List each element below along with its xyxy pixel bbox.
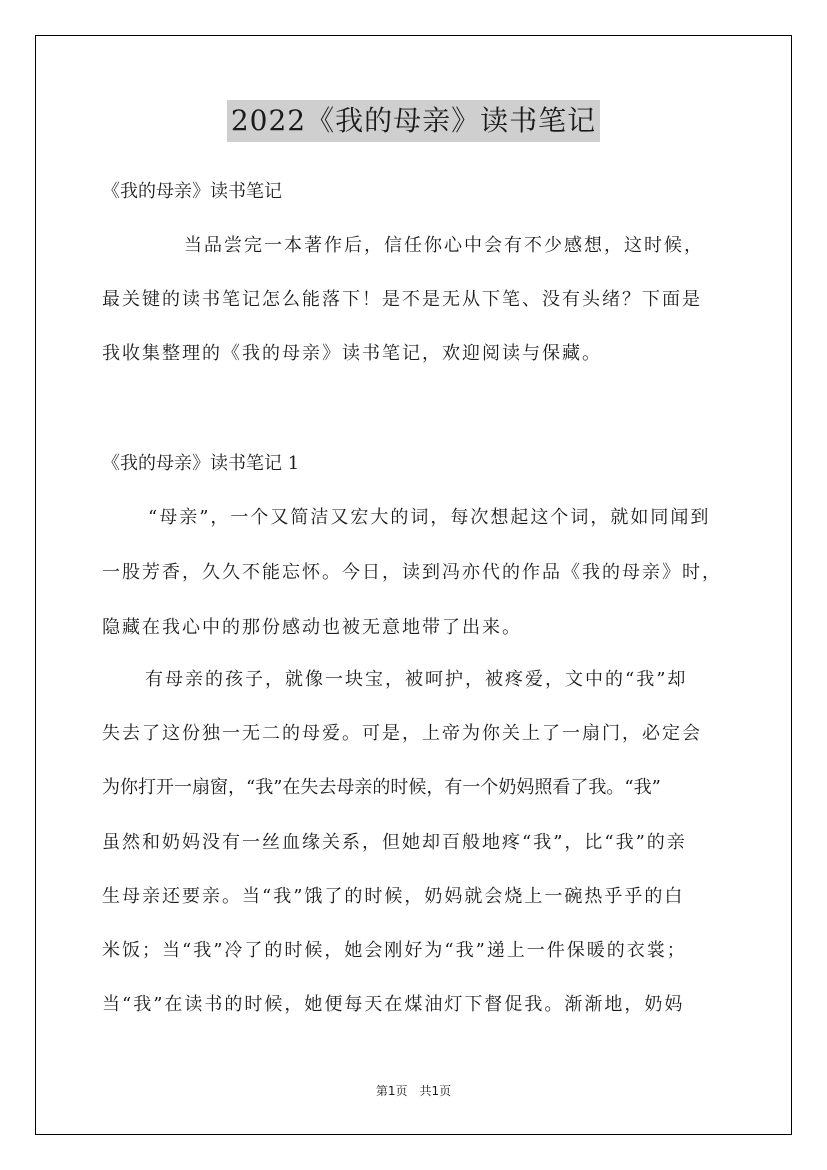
section1-line-9: 米饭；当“我”冷了的时候，她会刚好为“我”递上一件保暖的衣裳； — [102, 940, 687, 961]
document-title — [0, 100, 827, 146]
section1-line-8: 生母亲还要亲。当“我”饿了的时候，奶妈就会烧上一碗热乎乎的白 — [102, 886, 685, 907]
page-footer — [0, 1082, 827, 1099]
section1-line-2: 一股芳香，久久不能忘怀。今日，读到冯亦代的作品《我的母亲》时， — [102, 562, 722, 583]
section1-line-7: 虽然和奶妈没有一丝血缘关系，但她却百般地疼“我”，比“我”的亲 — [102, 832, 687, 853]
section1-line-6: 为你打开一扇窗，“我”在失去母亲的时候，有一个奶妈照看了我。“我” — [102, 777, 661, 798]
section1-line-3: 隐藏在我心中的那份感动也被无意地带了出来。 — [102, 617, 522, 638]
intro-line-2: 最关键的读书笔记怎么能落下！是不是无从下笔、没有头绪？下面是 — [102, 289, 702, 310]
page-total: 共1页 — [419, 1084, 452, 1098]
page-current: 第1页 — [375, 1084, 408, 1098]
section1-line-4: 有母亲的孩子，就像一块宝，被呵护，被疼爱，文中的“我”却 — [145, 669, 688, 690]
intro-line-3: 我收集整理的《我的母亲》读书笔记，欢迎阅读与保藏。 — [102, 343, 602, 364]
section1-heading: 《我的母亲》读书笔记 1 — [102, 453, 300, 474]
section1-line-5: 失去了这份独一无二的母爱。可是，上帝为你关上了一扇门，必定会 — [102, 723, 702, 744]
intro-line-1: 当品尝完一本著作后，信任你心中会有不少感想，这时候， — [184, 235, 704, 256]
section1-line-1: “母亲”，一个又简洁又宏大的词，每次想起这个词，就如同闻到 — [148, 507, 711, 528]
section1-line-10: 当“我”在读书的时候，她便每天在煤油灯下督促我。渐渐地，奶妈 — [102, 994, 685, 1015]
document-title-text: 2022《我的母亲》读书笔记 — [227, 100, 600, 142]
intro-heading: 《我的母亲》读书笔记 — [102, 181, 282, 202]
